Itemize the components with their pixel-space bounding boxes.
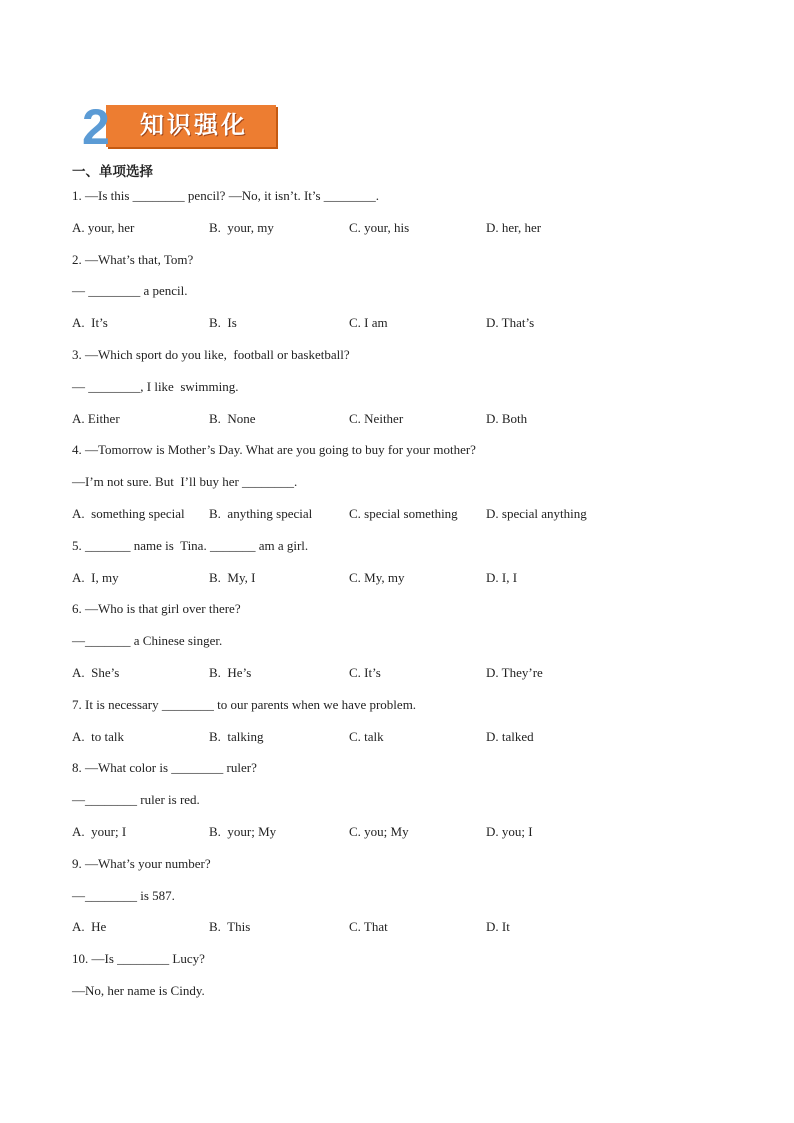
section-title: 一、单项选择	[72, 164, 153, 180]
answer-options	[72, 216, 732, 248]
section-banner	[82, 99, 276, 155]
answer-options	[72, 311, 732, 343]
question-item	[72, 534, 732, 598]
answer-option: B. anything special	[209, 505, 313, 521]
question-item	[72, 947, 732, 1011]
question-response: —No, her name is Cindy.	[72, 982, 205, 998]
banner-number: 2	[82, 99, 110, 155]
answer-option: C. I am	[349, 315, 388, 331]
answer-option: C. special something	[349, 505, 458, 521]
question-list	[72, 184, 732, 1011]
answer-options	[72, 725, 732, 757]
answer-option: B. Is	[209, 315, 237, 331]
answer-option: C. your, his	[349, 219, 410, 235]
answer-option: A. I, my	[72, 569, 119, 585]
answer-option: D. special anything	[486, 505, 587, 521]
question-item	[72, 438, 732, 533]
question-item	[72, 248, 732, 343]
answer-option: C. Neither	[349, 410, 404, 426]
answer-option: B. He’s	[209, 664, 252, 680]
answer-options	[72, 915, 732, 947]
answer-option: D. It	[486, 919, 510, 935]
answer-option: B. talking	[209, 728, 264, 744]
answer-option: A. He	[72, 919, 107, 935]
answer-option: A. something special	[72, 505, 185, 521]
answer-option: B. None	[209, 410, 256, 426]
answer-option: B. your; My	[209, 823, 277, 839]
answer-option: A. She’s	[72, 664, 120, 680]
question-stem: 6. —Who is that girl over there?	[72, 601, 241, 617]
question-stem: 5. _______ name is Tina. _______ am a girl.	[72, 537, 309, 553]
answer-options	[72, 566, 732, 598]
answer-option: D. you; I	[486, 823, 533, 839]
question-response: —________ is 587.	[72, 887, 175, 903]
question-item	[72, 756, 732, 851]
answer-option: B. My, I	[209, 569, 256, 585]
answer-option: A. your; I	[72, 823, 127, 839]
question-stem: 10. —Is ________ Lucy?	[72, 951, 205, 967]
answer-option: A. It’s	[72, 315, 108, 331]
question-stem: 3. —Which sport do you like, football or basketball?	[72, 346, 350, 362]
question-item	[72, 184, 732, 248]
answer-option: D. Both	[486, 410, 528, 426]
answer-option: D. her, her	[486, 219, 542, 235]
answer-option: C. That	[349, 919, 388, 935]
question-stem: 8. —What color is ________ ruler?	[72, 760, 257, 776]
answer-option: A. your, her	[72, 219, 135, 235]
answer-option: C. It’s	[349, 664, 381, 680]
answer-option: C. you; My	[349, 823, 409, 839]
answer-option: D. I, I	[486, 569, 518, 585]
answer-option: A. Either	[72, 410, 120, 426]
question-response: — ________ a pencil.	[72, 283, 188, 299]
question-response: — ________, I like swimming.	[72, 378, 239, 394]
answer-option: D. talked	[486, 728, 534, 744]
answer-option: B. This	[209, 919, 251, 935]
answer-options	[72, 661, 732, 693]
question-stem: 9. —What’s your number?	[72, 855, 211, 871]
question-item	[72, 693, 732, 757]
answer-option: C. talk	[349, 728, 384, 744]
answer-options	[72, 820, 732, 852]
banner-title: 知识强化	[140, 111, 248, 139]
answer-options	[72, 407, 732, 439]
answer-option: D. That’s	[486, 315, 535, 331]
question-stem: 2. —What’s that, Tom?	[72, 251, 194, 267]
answer-option: C. My, my	[349, 569, 405, 585]
question-item	[72, 343, 732, 438]
question-response: —_______ a Chinese singer.	[72, 633, 223, 649]
question-stem: 7. It is necessary ________ to our parents when we have problem.	[72, 696, 417, 712]
question-stem: 1. —Is this ________ pencil? —No, it isn’t. It’s ________.	[72, 188, 380, 203]
question-item	[72, 597, 732, 692]
question-stem: 4. —Tomorrow is Mother’s Day. What are you going to buy for your mother?	[72, 442, 476, 458]
question-item	[72, 852, 732, 947]
answer-option: B. your, my	[209, 219, 274, 235]
question-response: —________ ruler is red.	[72, 792, 200, 808]
answer-option: D. They’re	[486, 664, 543, 680]
answer-option: A. to talk	[72, 728, 124, 744]
question-response: —I’m not sure. But I’ll buy her ________.	[72, 474, 298, 490]
answer-options	[72, 502, 732, 534]
